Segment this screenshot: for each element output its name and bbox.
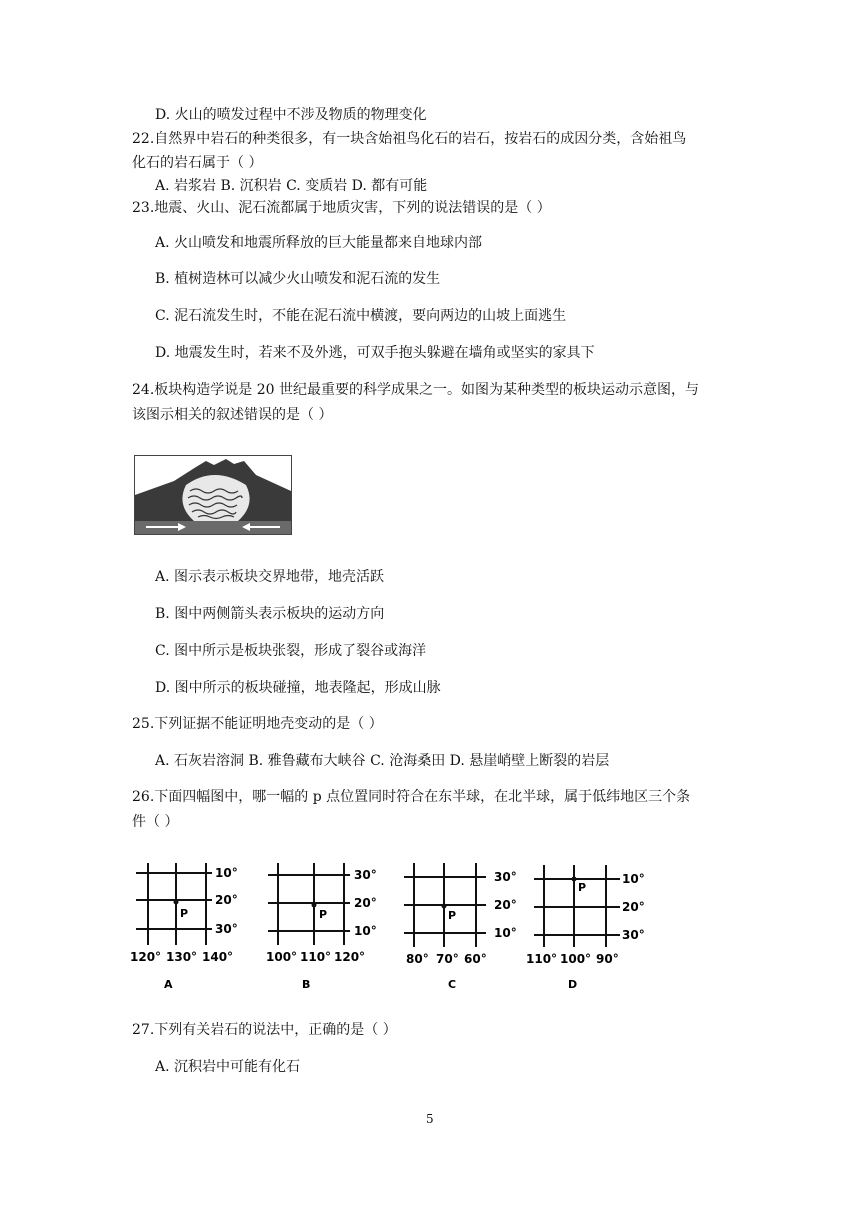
q22-stem-line2: 化石的岩石属于（ ） (132, 155, 263, 171)
grid-b-lon-2: 110° (300, 950, 332, 964)
grid-d-lon-3: 90° (596, 952, 619, 966)
grid-a (136, 863, 212, 945)
grid-b-lat-1: 30° (354, 868, 377, 882)
grid-c-lat-2: 20° (494, 898, 517, 912)
q25-stem: 25.下列证据不能证明地壳变动的是（ ） (132, 716, 383, 732)
grid-c-lon-3: 60° (464, 952, 487, 966)
grid-d-lat-2: 20° (622, 900, 645, 914)
grid-a-lon-2: 130° (166, 950, 198, 964)
grid-c-point-label: P (448, 909, 457, 922)
q27-option-a: A. 沉积岩中可能有化石 (155, 1059, 301, 1075)
grid-a-lon-1: 120° (130, 950, 162, 964)
grid-d-point (572, 877, 577, 882)
q23-option-c: C. 泥石流发生时，不能在泥石流中横渡，要向两边的山坡上面逃生 (155, 308, 567, 324)
grid-c-letter: C (448, 978, 457, 991)
q24-option-c: C. 图中所示是板块张裂，形成了裂谷或海洋 (155, 643, 427, 659)
q24-option-d: D. 图中所示的板块碰撞，地表隆起，形成山脉 (155, 680, 441, 696)
grid-d (534, 865, 620, 947)
grid-b-lon-1: 100° (266, 950, 298, 964)
q21-option-d: D. 火山的喷发过程中不涉及物质的物理变化 (155, 107, 427, 123)
grid-c-lon-1: 80° (406, 952, 429, 966)
q26-stem-line2: 件（ ） (132, 814, 179, 830)
grid-d-lon-1: 110° (526, 952, 558, 966)
grid-a-lon-3: 140° (202, 950, 234, 964)
grid-a-letter: A (164, 978, 173, 991)
grid-a-lat-1: 10° (215, 866, 238, 880)
page-number: 5 (426, 1112, 434, 1126)
q23-stem: 23.地震、火山、泥石流都属于地质灾害，下列的说法错误的是（ ） (132, 200, 551, 216)
grid-d-lon-2: 100° (560, 952, 592, 966)
grid-d-lat-1: 10° (622, 872, 645, 886)
grid-c-lat-3: 10° (494, 926, 517, 940)
grid-b-lat-2: 20° (354, 896, 377, 910)
grid-c-lon-2: 70° (436, 952, 459, 966)
plate-collision-figure (134, 455, 292, 535)
q23-option-b: B. 植树造林可以减少火山喷发和泥石流的发生 (155, 271, 441, 287)
grid-a-lat-3: 30° (215, 922, 238, 936)
q25-options: A. 石灰岩溶洞 B. 雅鲁藏布大峡谷 C. 沧海桑田 D. 悬崖峭壁上断裂的岩层 (155, 753, 610, 769)
grid-b-lat-3: 10° (354, 924, 377, 938)
q24-stem-line1: 24.板块构造学说是 20 世纪最重要的科学成果之一。如图为某种类型的板块运动示意图，与 (132, 382, 699, 398)
grid-b-lon-3: 120° (334, 950, 366, 964)
lat-lon-grids-figure (128, 855, 648, 1000)
q27-stem: 27.下列有关岩石的说法中，正确的是（ ） (132, 1022, 397, 1038)
grid-b-point (312, 903, 317, 908)
q22-options: A. 岩浆岩 B. 沉积岩 C. 变质岩 D. 都有可能 (155, 178, 428, 194)
grid-b-point-label: P (319, 908, 328, 921)
q26-stem-line1: 26.下面四幅图中，哪一幅的 p 点位置同时符合在东半球，在北半球，属于低纬地区三个条 (132, 789, 691, 805)
grid-a-point-label: P (180, 907, 189, 920)
q23-option-d: D. 地震发生时，若来不及外逃，可双手抱头躲避在墙角或坚实的家具下 (155, 345, 595, 361)
q22-stem-line1: 22.自然界中岩石的种类很多，有一块含始祖鸟化石的岩石，按岩石的成因分类，含始祖鸟 (132, 131, 687, 147)
q24-stem-line2: 该图示相关的叙述错误的是（ ） (132, 407, 333, 423)
grid-a-lat-2: 20° (215, 893, 238, 907)
grid-d-lat-3: 30° (622, 928, 645, 942)
grid-c-lat-1: 30° (494, 870, 517, 884)
q23-option-a: A. 火山喷发和地震所释放的巨大能量都来自地球内部 (155, 235, 483, 251)
grid-c-point (442, 904, 447, 909)
grid-b (268, 863, 350, 945)
q24-option-a: A. 图示表示板块交界地带，地壳活跃 (155, 569, 385, 585)
grid-b-letter: B (302, 978, 311, 991)
q24-option-b: B. 图中两侧箭头表示板块的运动方向 (155, 606, 385, 622)
grid-a-point (174, 900, 179, 905)
grid-d-letter: D (568, 978, 578, 991)
grid-d-point-label: P (578, 881, 587, 894)
